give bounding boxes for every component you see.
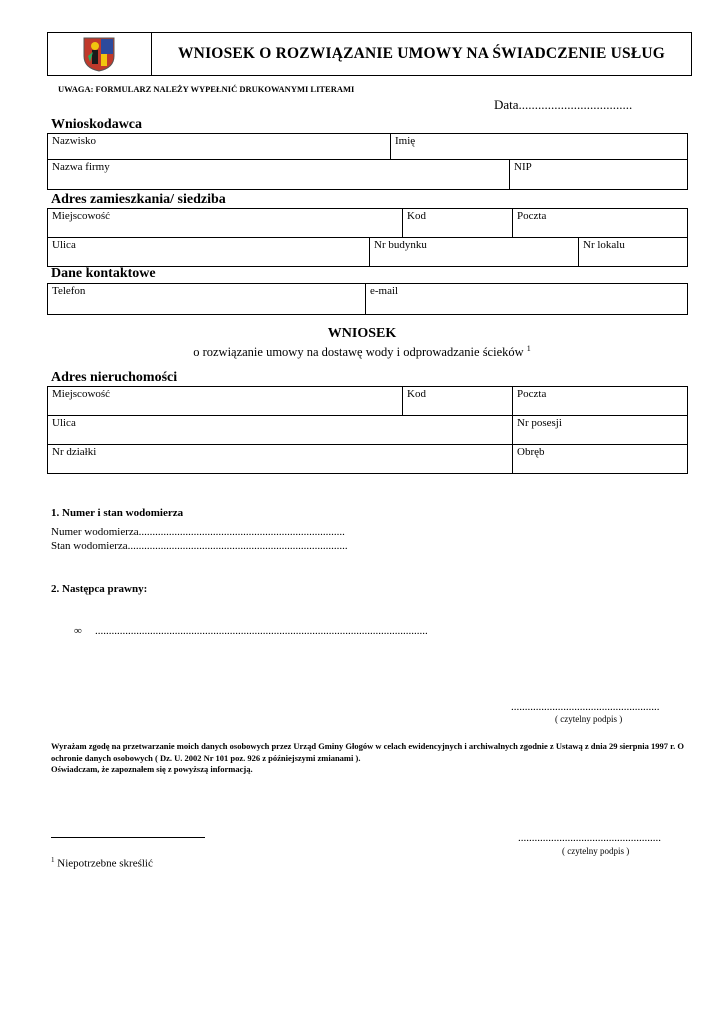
email-field[interactable]: e-mail	[366, 284, 688, 315]
post-office-field[interactable]: Poczta	[513, 209, 688, 238]
meter-number-line[interactable]: Numer wodomierza...........................................................................	[51, 526, 345, 538]
precinct-field[interactable]: Obręb	[513, 445, 688, 474]
phone-field[interactable]: Telefon	[48, 284, 366, 315]
property-table	[47, 386, 688, 474]
street-field[interactable]: Ulica	[48, 238, 370, 267]
meter-reading-line[interactable]: Stan wodomierza................................................................................	[51, 540, 348, 552]
property-postcode-field[interactable]: Kod	[403, 387, 513, 416]
consent-paragraph: Wyrażam zgodę na przetwarzanie moich danych osobowych przez Urząd Gminy Głogów w celach ewidencyjnych i archiwalnych zgodnie z Ustawą z dnia 29 sierpnia 1997 r. O ochronie danych osobowych ( Dz. U. 2002 Nr 101 poz. 926 z późniejszymi zmianami ).	[51, 741, 684, 763]
signature-line-2[interactable]: ....................................................	[518, 832, 661, 844]
successor-heading: 2. Następca prawny:	[51, 583, 148, 595]
request-title: WNIOSEK	[327, 326, 397, 341]
surname-field[interactable]: Nazwisko	[48, 134, 391, 160]
footnote-separator	[51, 837, 205, 838]
property-street-field[interactable]: Ulica	[48, 416, 513, 445]
address-heading: Adres zamieszkania/ siedziba	[51, 192, 226, 207]
applicant-heading: Wnioskodawca	[51, 117, 143, 132]
flat-number-field[interactable]: Nr lokalu	[579, 238, 688, 267]
nip-field[interactable]: NIP	[510, 160, 688, 190]
applicant-table	[47, 133, 688, 190]
contact-heading: Dane kontaktowe	[51, 266, 156, 281]
property-lot-number-field[interactable]: Nr posesji	[513, 416, 688, 445]
coat-of-arms-logo	[81, 36, 117, 72]
property-heading: Adres nieruchomości	[51, 370, 178, 385]
postcode-field[interactable]: Kod	[403, 209, 513, 238]
signature-label-1: ( czytelny podpis )	[555, 714, 623, 724]
footnote-reference: 1	[526, 344, 531, 353]
company-name-field[interactable]: Nazwa firmy	[48, 160, 510, 190]
city-field[interactable]: Miejscowość	[48, 209, 403, 238]
form-title: WNIOSEK O ROZWIĄZANIE UMOWY NA ŚWIADCZENIE USŁUG	[177, 45, 666, 62]
logo-cell	[48, 33, 152, 75]
building-number-field[interactable]: Nr budynku	[370, 238, 579, 267]
property-city-field[interactable]: Miejscowość	[48, 387, 403, 416]
signature-line-1[interactable]: ......................................................	[511, 701, 660, 713]
successor-line[interactable]: .........................................................................................................................	[95, 625, 428, 637]
consent-text	[51, 741, 684, 776]
address-table	[47, 208, 688, 267]
date-field[interactable]: Data...................................	[494, 97, 633, 112]
plot-number-field[interactable]: Nr działki	[48, 445, 513, 474]
form-note: UWAGA: FORMULARZ NALEŻY WYPEŁNIĆ DRUKOWANYMI LITERAMI	[58, 84, 355, 94]
footnote-text: Niepotrzebne skreślić	[57, 857, 153, 870]
consent-statement: Oświadczam, że zapoznałem się z powyższą informacją.	[51, 764, 253, 774]
successor-bullet: ∞	[74, 625, 82, 637]
footnote	[51, 856, 153, 870]
meter-heading: 1. Numer i stan wodomierza	[51, 507, 184, 519]
form-header	[47, 32, 692, 76]
signature-label-2: ( czytelny podpis )	[562, 846, 630, 856]
first-name-field[interactable]: Imię	[391, 134, 688, 160]
request-subtitle	[0, 344, 724, 360]
property-post-office-field[interactable]: Poczta	[513, 387, 688, 416]
request-subtitle-text: o rozwiązanie umowy na dostawę wody i odprowadzanie ścieków	[193, 345, 524, 360]
footnote-mark: 1	[51, 856, 55, 864]
contact-table	[47, 283, 688, 315]
